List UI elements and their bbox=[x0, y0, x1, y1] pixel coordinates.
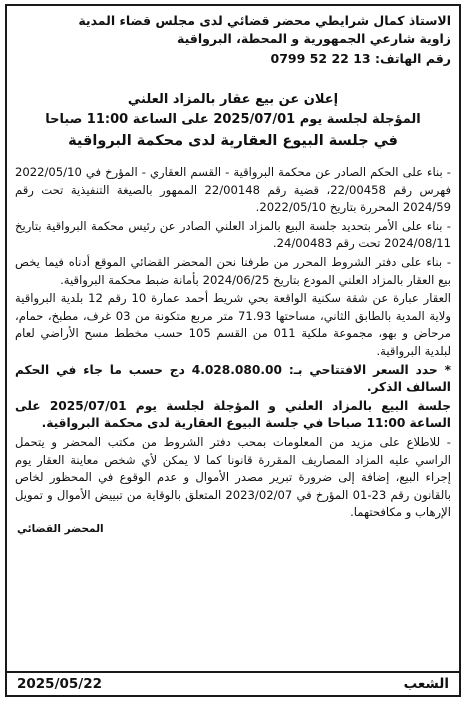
publication-date: 2025/05/22 bbox=[17, 676, 103, 692]
paragraph-order: - بناء على الأمر بتحديد جلسة البيع بالمزاد العلني الصادر عن رئيس محكمة البرواقية بتاريخ 2024/08/11 تحت رقم 24/00483. bbox=[15, 218, 451, 251]
paragraph-judgment: - بناء على الحكم الصادر عن محكمة البرواقية - القسم العقاري - المؤرخ في 2022/05/10 فهرس رقم 22/00458، قضية رقم 22/00148 الممهور بالصيغة التنفيذية تحت رقم 2024/59 المحررة بتاريخ 2022/05/10. bbox=[15, 165, 451, 215]
bailiff-header bbox=[15, 12, 451, 68]
legal-notice bbox=[5, 4, 461, 697]
notice-body bbox=[15, 164, 451, 535]
paragraph-conditions: - بناء على دفتر الشروط المحرر من طرفنا نحن المحضر القضائي الموقع أدناه فيما يخص بيع العقار بالمزاد العلني المودع بتاريخ 2024/06/25 بأمانة ضبط محكمة البرواقية. bbox=[15, 254, 451, 287]
bailiff-phone-line: رقم الهاتف: 13 22 52 0799 bbox=[270, 51, 451, 66]
paragraph-session: جلسة البيع بالمزاد العلني و المؤجلة لجلسة يوم 2025/07/01 على الساعة 11:00 صباحا في جلسة البيوع العقارية لدى محكمة البرواقية. bbox=[15, 398, 452, 431]
newspaper-name: الشعب bbox=[403, 676, 449, 692]
paragraph-opening-price: * حدد السعر الافتتاحي بـ: 4.028.080.00 دج حسب ما جاء في الحكم السالف الذكر. bbox=[15, 362, 451, 395]
notice-title-court: في جلسة البيوع العقارية لدى محكمة البرواقية bbox=[68, 133, 398, 149]
paragraph-property: العقار عبارة عن شقة سكنية الواقعة بحي شريط أحمد عمارة 10 رقم 12 بلدية البرواقية ولاية المدية بالطابق الثاني، مساحتها 71.93 متر مربع متكونة من 03 غرف، مطبخ، حمام، مرحاض و بهو، مجموعة ملكية 011 من القسم 105 حسب مخطط مسح الأراضي لعام لبلدية البرواقية. bbox=[15, 291, 451, 358]
publication-footer bbox=[7, 671, 459, 695]
bailiff-name-line: الاستاذ كمال شرايطي محضر قضائي لدى مجلس قضاء المدية bbox=[78, 13, 451, 28]
paragraph-information: - للاطلاع على مزيد من المعلومات بمحب دفتر الشروط من مكتب المحضر و يتحمل الراسي عليه المزاد المصاريف المقررة قانونا كما لا يمكن لأي شخص معاينة العقار يوم إجراء البيع، إضافة إلى ضرورة تبرير مصدر الأموال و عدم الوقوع في المحظور لخاص بالقانون رقم 23-01 المؤرخ في 2023/02/07 المتعلق بالوقاية من تبييض الأموال و تمويل الإرهاب و مكافحتهما. bbox=[15, 434, 451, 520]
notice-title bbox=[15, 90, 451, 152]
notice-title-date: المؤجلة لجلسة يوم 2025/07/01 على الساعة 11:00 صباحا bbox=[45, 112, 421, 127]
notice-title-main: إعلان عن بيع عقار بالمزاد العلني bbox=[127, 92, 339, 107]
signature: المحضر القضائي bbox=[17, 522, 104, 535]
bailiff-address-line: زاوية شارعي الجمهورية و المحطة، البرواقية bbox=[177, 31, 451, 46]
